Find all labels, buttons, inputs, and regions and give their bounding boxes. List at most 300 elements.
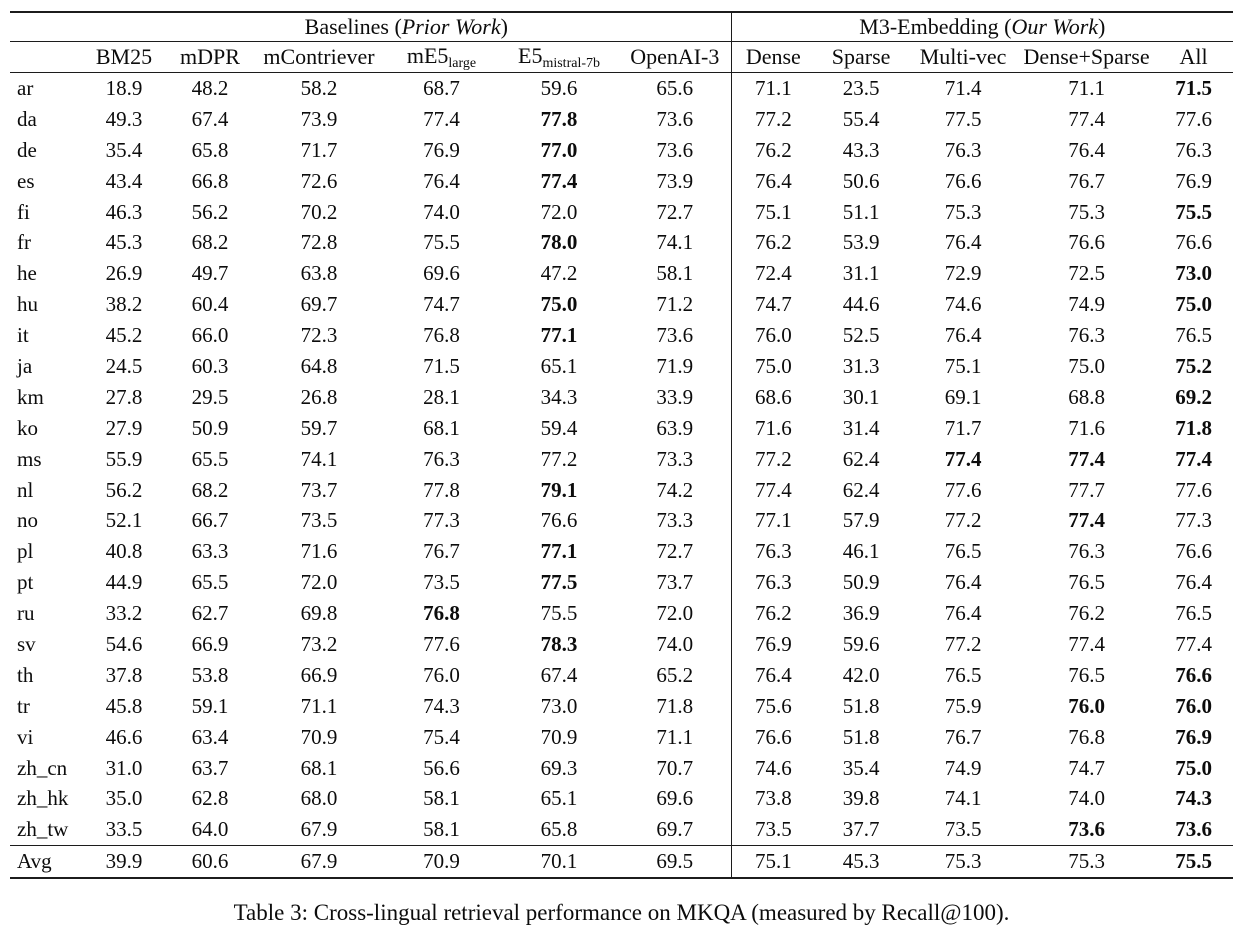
- table-cell: 63.4: [191, 724, 229, 749]
- table-cell: 72.5: [1068, 261, 1105, 286]
- table-cell: 72.4: [731, 258, 815, 289]
- table-cell: 77.2: [731, 444, 815, 475]
- table-cell: 42.0: [842, 662, 880, 687]
- table-cell: 77.4: [944, 446, 982, 471]
- table-cell: 73.6: [656, 323, 694, 348]
- table-cell: 76.5: [1068, 662, 1105, 687]
- row-language: vi: [17, 724, 34, 749]
- table-cell: 59.6: [842, 631, 880, 656]
- table-cell: 76.4: [1175, 570, 1212, 595]
- row-language: ko: [17, 415, 38, 440]
- table-cell: 59.7: [300, 415, 338, 440]
- table-cell: 37.7: [842, 817, 880, 842]
- table-cell: 76.4: [423, 168, 460, 193]
- table-cell: 67.9: [300, 817, 338, 842]
- table-cell: 64.0: [191, 817, 229, 842]
- table-cell: 77.4: [423, 106, 460, 131]
- table-cell: 46.3: [105, 199, 143, 224]
- table-cell: 43.4: [105, 168, 143, 193]
- table-cell: 68.2: [191, 477, 229, 502]
- table-cell: 72.7: [656, 199, 694, 224]
- table-cell: 75.3: [944, 199, 982, 224]
- table-cell: 39.8: [842, 786, 880, 811]
- table-cell: 71.4: [944, 75, 982, 100]
- table-cell: 49.7: [191, 261, 229, 286]
- table-cell: 73.8: [731, 783, 815, 814]
- table-cell: 76.6: [944, 168, 982, 193]
- column-header-multi-vec: Multi-vec: [907, 42, 1019, 73]
- table-cell: 38.2: [105, 292, 143, 317]
- table-cell: 62.4: [842, 446, 880, 471]
- table-row-es: [10, 166, 1233, 197]
- table-cell: 58.1: [423, 786, 460, 811]
- table-cell: 35.0: [105, 786, 143, 811]
- table-cell: 77.3: [423, 508, 460, 533]
- table-row-avg: [10, 846, 1233, 878]
- table-cell: 76.7: [944, 724, 982, 749]
- table-cell: 76.3: [731, 567, 815, 598]
- column-header-row: [10, 42, 1233, 73]
- table-cell: 26.9: [105, 261, 143, 286]
- table-row-sv: [10, 629, 1233, 660]
- table-cell: 18.9: [105, 75, 143, 100]
- column-header-e5: $E5_{mistral-7b}$: [499, 42, 619, 73]
- table-cell: 73.6: [1068, 817, 1105, 842]
- table-row-nl: [10, 475, 1233, 506]
- table-cell: 76.6: [540, 508, 578, 533]
- table-cell: 75.5: [540, 601, 578, 626]
- table-cell: 27.9: [105, 415, 143, 440]
- table-cell: 62.8: [191, 786, 229, 811]
- table-cell: 76.2: [731, 135, 815, 166]
- table-cell: 65.1: [540, 353, 578, 378]
- table-row-hu: [10, 289, 1233, 320]
- table-cell: 55.4: [842, 106, 880, 131]
- table-cell: 76.3: [1068, 539, 1105, 564]
- table-cell: 77.1: [540, 539, 578, 564]
- row-language: th: [17, 662, 34, 687]
- row-language: zh_tw: [17, 817, 69, 842]
- table-cell: 52.5: [842, 323, 880, 348]
- table-cell: 57.9: [842, 508, 880, 533]
- table-cell: 34.3: [540, 384, 578, 409]
- row-language: sv: [17, 631, 36, 656]
- table-caption-text: Table 3: Cross-lingual retrieval performance on MKQA (measured by Recall@100).: [233, 900, 1010, 926]
- table-row-pl: [10, 536, 1233, 567]
- table-caption: [10, 900, 1233, 926]
- table-cell: 77.6: [423, 631, 460, 656]
- table-cell: 77.1: [731, 505, 815, 536]
- table-cell: 76.9: [1175, 724, 1212, 749]
- row-language: pt: [17, 570, 34, 595]
- table-cell: 56.6: [423, 755, 460, 780]
- table-cell: 71.7: [944, 415, 982, 440]
- table-cell: 75.3: [907, 846, 1019, 878]
- table-cell: 72.0: [656, 601, 694, 626]
- table-cell: 26.8: [300, 384, 338, 409]
- table-cell: 74.9: [944, 755, 982, 780]
- table-cell: 77.4: [1068, 631, 1105, 656]
- table-cell: 65.8: [540, 817, 578, 842]
- table-cell: 76.3: [1068, 323, 1105, 348]
- table-cell: 31.1: [842, 261, 880, 286]
- table-cell: 74.7: [423, 292, 460, 317]
- table-cell: 74.3: [423, 693, 460, 718]
- table-cell: 69.8: [300, 601, 338, 626]
- table-cell: 66.7: [191, 508, 229, 533]
- table-cell: 73.0: [1175, 261, 1212, 286]
- table-cell: 66.9: [300, 662, 338, 687]
- table-row-he: [10, 258, 1233, 289]
- table-cell: 69.3: [540, 755, 578, 780]
- table-cell: 75.9: [944, 693, 982, 718]
- table-cell: 51.1: [842, 199, 880, 224]
- table-cell: 64.8: [300, 353, 338, 378]
- table-cell: 36.9: [842, 601, 880, 626]
- table-cell: 31.0: [105, 755, 143, 780]
- table-cell: 73.5: [300, 508, 338, 533]
- table-cell: 76.0: [1068, 693, 1105, 718]
- table-row-pt: [10, 567, 1233, 598]
- column-header-bm25: BM25: [82, 42, 166, 73]
- table-cell: 69.5: [619, 846, 731, 878]
- table-cell: 75.6: [731, 691, 815, 722]
- table-cell: 45.8: [105, 693, 143, 718]
- group-header-m3-embedding: [731, 12, 1233, 42]
- column-header-mdpr: mDPR: [166, 42, 254, 73]
- table-cell: 71.7: [300, 137, 338, 162]
- table-cell: 71.5: [1175, 75, 1212, 100]
- table-row-da: [10, 104, 1233, 135]
- table-cell: 54.6: [105, 631, 143, 656]
- table-cell: 77.8: [540, 106, 578, 131]
- table-row-ms: [10, 444, 1233, 475]
- row-language: it: [17, 323, 29, 348]
- table-cell: 77.4: [1175, 446, 1212, 471]
- table-cell: 58.1: [656, 261, 694, 286]
- table-cell: 78.0: [540, 230, 578, 255]
- table-cell: 35.4: [842, 755, 880, 780]
- table-cell: 74.6: [944, 292, 982, 317]
- table-cell: 75.1: [944, 353, 982, 378]
- table-cell: 74.9: [1068, 292, 1105, 317]
- table-cell: 63.3: [191, 539, 229, 564]
- table-cell: 76.7: [1068, 168, 1105, 193]
- table-cell: 27.8: [105, 384, 143, 409]
- table-row-ja: [10, 351, 1233, 382]
- table-row-ar: [10, 73, 1233, 104]
- table-cell: 76.0: [423, 662, 460, 687]
- row-language: tr: [17, 693, 30, 718]
- table-cell: 75.2: [1175, 353, 1212, 378]
- table-cell: 71.1: [656, 724, 694, 749]
- table-cell: 68.7: [423, 75, 460, 100]
- table-cell: 75.4: [423, 724, 460, 749]
- column-header-dense-sparse: Dense+Sparse: [1019, 42, 1154, 73]
- group-header-baselines: [82, 12, 731, 42]
- table-cell: 71.1: [731, 73, 815, 104]
- group-label-italic: Our Work: [1011, 14, 1099, 39]
- table-cell: 73.9: [300, 106, 338, 131]
- table-cell: 70.1: [499, 846, 619, 878]
- table-cell: 48.2: [191, 75, 229, 100]
- table-cell: 31.3: [842, 353, 880, 378]
- table-cell: 76.4: [944, 323, 982, 348]
- column-header-subscript: mistral-7b: [542, 55, 600, 71]
- group-header-row: [10, 12, 1233, 42]
- row-language: ar: [17, 75, 34, 100]
- table-cell: 77.4: [1068, 446, 1105, 471]
- group-label-italic: Prior Work: [401, 14, 501, 39]
- table-cell: 49.3: [105, 106, 143, 131]
- table-cell: 76.2: [731, 598, 815, 629]
- table-cell: 60.4: [191, 292, 229, 317]
- table-cell: 45.3: [105, 230, 143, 255]
- row-language: ru: [17, 601, 35, 626]
- table-cell: 77.4: [1068, 508, 1105, 533]
- table-body: [10, 73, 1233, 879]
- table-cell: 69.7: [656, 817, 694, 842]
- table-cell: 70.9: [540, 724, 578, 749]
- table-cell: 78.3: [540, 631, 578, 656]
- table-cell: 55.9: [105, 446, 143, 471]
- table-cell: 66.8: [191, 168, 229, 193]
- table-cell: 74.1: [300, 446, 338, 471]
- group-label-text: ): [500, 14, 508, 39]
- table-cell: 76.9: [423, 137, 460, 162]
- table-cell: 76.4: [731, 166, 815, 197]
- table-cell: 75.1: [731, 846, 815, 878]
- row-language: zh_cn: [17, 755, 68, 780]
- table-cell: 51.8: [842, 693, 880, 718]
- table-cell: 76.8: [423, 323, 460, 348]
- table-cell: 77.6: [1175, 477, 1212, 502]
- table-cell: 79.1: [540, 477, 578, 502]
- table-cell: 75.3: [1068, 199, 1105, 224]
- table-cell: 74.1: [656, 230, 694, 255]
- table-cell: 68.8: [1068, 384, 1105, 409]
- table-cell: 73.6: [656, 106, 694, 131]
- row-language: fi: [17, 199, 30, 224]
- table-cell: 76.4: [944, 601, 982, 626]
- table-cell: 24.5: [105, 353, 143, 378]
- table-cell: 50.6: [842, 168, 880, 193]
- table-cell: 70.2: [300, 199, 338, 224]
- row-language: da: [17, 106, 37, 131]
- table-row-th: [10, 660, 1233, 691]
- table-cell: 40.8: [105, 539, 143, 564]
- row-language: hu: [17, 292, 38, 317]
- table-cell: 74.7: [1068, 755, 1105, 780]
- table-cell: 75.1: [731, 197, 815, 228]
- table-cell: 77.5: [944, 106, 982, 131]
- row-language: nl: [17, 477, 34, 502]
- table-cell: 76.2: [1068, 601, 1105, 626]
- table-cell: 60.3: [191, 353, 229, 378]
- column-header-sparse: Sparse: [815, 42, 907, 73]
- table-cell: 44.6: [842, 292, 880, 317]
- table-cell: 71.1: [300, 693, 338, 718]
- table-cell: 77.2: [944, 508, 982, 533]
- table-row-km: [10, 382, 1233, 413]
- table-cell: 72.3: [300, 323, 338, 348]
- table-cell: 75.3: [1019, 846, 1154, 878]
- table-cell: 74.7: [731, 289, 815, 320]
- row-language: pl: [17, 539, 34, 564]
- table-cell: 67.4: [191, 106, 229, 131]
- table-cell: 72.9: [944, 261, 982, 286]
- table-cell: 68.1: [423, 415, 460, 440]
- table-cell: 73.5: [423, 570, 460, 595]
- table-cell: 69.7: [300, 292, 338, 317]
- table-cell: 76.6: [1175, 539, 1212, 564]
- table-cell: 75.0: [1068, 353, 1105, 378]
- table-cell: 65.8: [191, 137, 229, 162]
- table-cell: 23.5: [842, 75, 880, 100]
- table-cell: 76.4: [1068, 137, 1105, 162]
- column-header-openai-3: OpenAI-3: [619, 42, 731, 73]
- group-label-text: Baselines (: [304, 14, 402, 39]
- table-cell: 73.2: [300, 631, 338, 656]
- table-cell: 46.1: [842, 539, 880, 564]
- table-row-de: [10, 135, 1233, 166]
- table-cell: 69.6: [656, 786, 694, 811]
- table-cell: 50.9: [842, 570, 880, 595]
- table-cell: 75.0: [731, 351, 815, 382]
- table-cell: 37.8: [105, 662, 143, 687]
- table-cell: 75.0: [1175, 292, 1212, 317]
- table-cell: 63.8: [300, 261, 338, 286]
- table-cell: 77.2: [731, 104, 815, 135]
- table-cell: 59.6: [540, 75, 578, 100]
- table-cell: 45.2: [105, 323, 143, 348]
- table-cell: 33.9: [656, 384, 694, 409]
- table-row-zh_tw: [10, 814, 1233, 845]
- table-cell: 58.2: [300, 75, 338, 100]
- table-cell: 77.4: [540, 168, 578, 193]
- table-cell: 76.7: [423, 539, 460, 564]
- table-cell: 77.4: [1175, 631, 1212, 656]
- table-cell: 73.0: [540, 693, 578, 718]
- table-row-it: [10, 320, 1233, 351]
- table-cell: 73.9: [656, 168, 694, 193]
- table-cell: 77.2: [540, 446, 578, 471]
- table-cell: 77.4: [731, 475, 815, 506]
- column-header-me5: $mE5_{large}$: [384, 42, 499, 73]
- table-cell: 76.0: [1175, 693, 1212, 718]
- table-cell: 76.5: [1175, 323, 1212, 348]
- table-cell: 77.8: [423, 477, 460, 502]
- table-row-vi: [10, 722, 1233, 753]
- table-cell: 76.2: [731, 227, 815, 258]
- table-cell: 70.9: [384, 846, 499, 878]
- table-cell: 60.6: [166, 846, 254, 878]
- table-cell: 76.5: [1175, 601, 1212, 626]
- table-cell: 76.5: [1068, 570, 1105, 595]
- table-cell: 62.7: [191, 601, 229, 626]
- table-cell: 66.0: [191, 323, 229, 348]
- table-cell: 77.1: [540, 323, 578, 348]
- table-cell: 72.0: [540, 199, 578, 224]
- table-cell: 76.5: [944, 539, 982, 564]
- table-cell: 76.8: [1068, 724, 1105, 749]
- table-cell: 47.2: [540, 261, 578, 286]
- row-language: no: [17, 508, 38, 533]
- table-cell: 70.7: [656, 755, 694, 780]
- table-cell: 67.4: [540, 662, 578, 687]
- table-row-ko: [10, 413, 1233, 444]
- table-cell: 75.5: [423, 230, 460, 255]
- row-language: fr: [17, 230, 31, 255]
- table-cell: 69.6: [423, 261, 460, 286]
- table-cell: 67.9: [254, 846, 384, 878]
- row-language: Avg: [10, 846, 82, 878]
- table-cell: 70.9: [300, 724, 338, 749]
- table-cell: 77.4: [1068, 106, 1105, 131]
- table-cell: 76.5: [944, 662, 982, 687]
- table-row-no: [10, 505, 1233, 536]
- row-language: es: [17, 168, 35, 193]
- table-cell: 76.3: [944, 137, 982, 162]
- table-cell: 75.5: [1175, 199, 1212, 224]
- table-cell: 77.5: [540, 570, 578, 595]
- table-cell: 50.9: [191, 415, 229, 440]
- table-cell: 76.6: [1175, 662, 1212, 687]
- table-cell: 75.0: [540, 292, 578, 317]
- table-cell: 29.5: [191, 384, 229, 409]
- table-cell: 71.6: [300, 539, 338, 564]
- table-cell: 72.8: [300, 230, 338, 255]
- table-cell: 73.6: [1175, 817, 1212, 842]
- table-cell: 76.6: [731, 722, 815, 753]
- table-cell: 31.4: [842, 415, 880, 440]
- table-cell: 62.4: [842, 477, 880, 502]
- table-cell: 74.2: [656, 477, 694, 502]
- table-cell: 73.7: [300, 477, 338, 502]
- table-cell: 72.0: [300, 570, 338, 595]
- table-cell: 33.2: [105, 601, 143, 626]
- row-language: zh_hk: [17, 786, 69, 811]
- row-language: de: [17, 137, 37, 162]
- table-cell: 74.0: [423, 199, 460, 224]
- table-cell: 75.5: [1154, 846, 1233, 878]
- table-cell: 65.2: [656, 662, 694, 687]
- table-cell: 76.9: [731, 629, 815, 660]
- table-cell: 73.6: [656, 137, 694, 162]
- column-header-dense: Dense: [731, 42, 815, 73]
- table-cell: 71.5: [423, 353, 460, 378]
- table-cell: 73.5: [731, 814, 815, 845]
- table-cell: 74.3: [1175, 786, 1212, 811]
- table-cell: 71.2: [656, 292, 694, 317]
- table-cell: 77.2: [944, 631, 982, 656]
- row-language: ms: [17, 446, 42, 471]
- table-cell: 39.9: [82, 846, 166, 878]
- table-cell: 33.5: [105, 817, 143, 842]
- group-label-text: M3-Embedding (: [859, 14, 1012, 39]
- corner-cell: [10, 12, 82, 42]
- table-cell: 76.4: [731, 660, 815, 691]
- table-cell: 35.4: [105, 137, 143, 162]
- table-cell: 43.3: [842, 137, 880, 162]
- corner-cell: [10, 42, 82, 73]
- table-cell: 69.1: [944, 384, 982, 409]
- column-header-subscript: large: [448, 55, 477, 71]
- table-cell: 76.4: [944, 230, 982, 255]
- table-cell: 68.0: [300, 786, 338, 811]
- table-cell: 75.0: [1175, 755, 1212, 780]
- table-cell: 56.2: [191, 199, 229, 224]
